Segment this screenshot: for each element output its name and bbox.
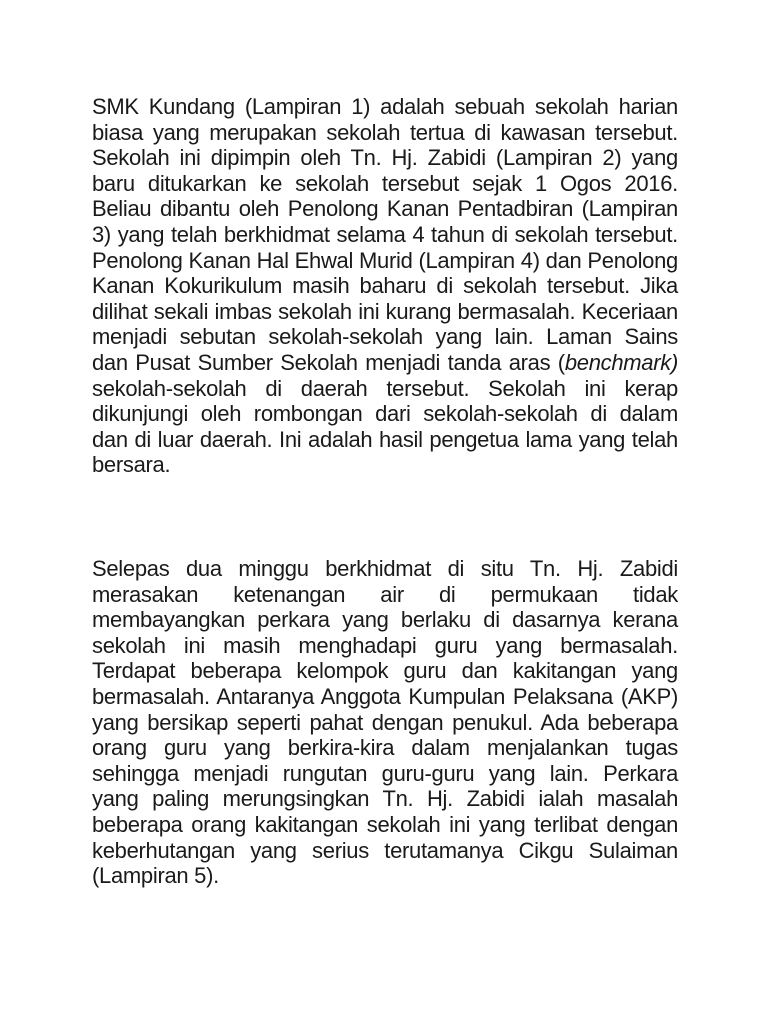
paragraph-1 [92, 94, 678, 478]
paragraph-1-text: SMK Kundang (Lampiran 1) adalah sebuah sekolah harian biasa yang merupakan sekolah tertua di kawasan tersebut. Sekolah ini dipimpin oleh Tn. Hj. Zabidi (Lampiran 2) yang baru ditukarkan ke sekolah tersebut sejak 1 Ogos 2016. Beliau dibantu oleh Penolong Kanan Pentadbiran (Lampiran 3) yang telah berkhidmat selama 4 tahun di sekolah tersebut. Penolong Kanan Hal Ehwal Murid (Lampiran 4) dan Penolong Kanan Kokurikulum masih baharu di sekolah tersebut. Jika dilihat sekali imbas sekolah ini kurang bermasalah. Keceriaan menjadi sebutan sekolah-sekolah yang lain. Laman Sains dan Pusat Sumber Sekolah menjadi tanda aras ( [92, 94, 678, 375]
paragraph-1-italic-term: benchmark) [564, 349, 678, 375]
paragraph-2: Selepas dua minggu berkhidmat di situ Tn. Hj. Zabidi merasakan ketenangan air di permukaan tidak membayangkan perkara yang berlaku di dasarnya kerana sekolah ini masih menghadapi guru yang bermasalah. Terdapat beberapa kelompok guru dan kakitangan yang bermasalah. Antaranya Anggota Kumpulan Pelaksana (AKP) yang bersikap seperti pahat dengan penukul. Ada beberapa orang guru yang berkira-kira dalam menjalankan tugas sehingga menjadi rungutan guru-guru yang lain. Perkara yang paling merungsingkan Tn. Hj. Zabidi ialah masalah beberapa orang kakitangan sekolah ini yang terlibat dengan keberhutangan yang serius terutamanya Cikgu Sulaiman (Lampiran 5). [92, 556, 678, 889]
paragraph-1-text-continued: sekolah-sekolah di daerah tersebut. Sekolah ini kerap dikunjungi oleh rombongan dari sekolah-sekolah di dalam dan di luar daerah. Ini adalah hasil pengetua lama yang telah bersara. [92, 375, 678, 478]
